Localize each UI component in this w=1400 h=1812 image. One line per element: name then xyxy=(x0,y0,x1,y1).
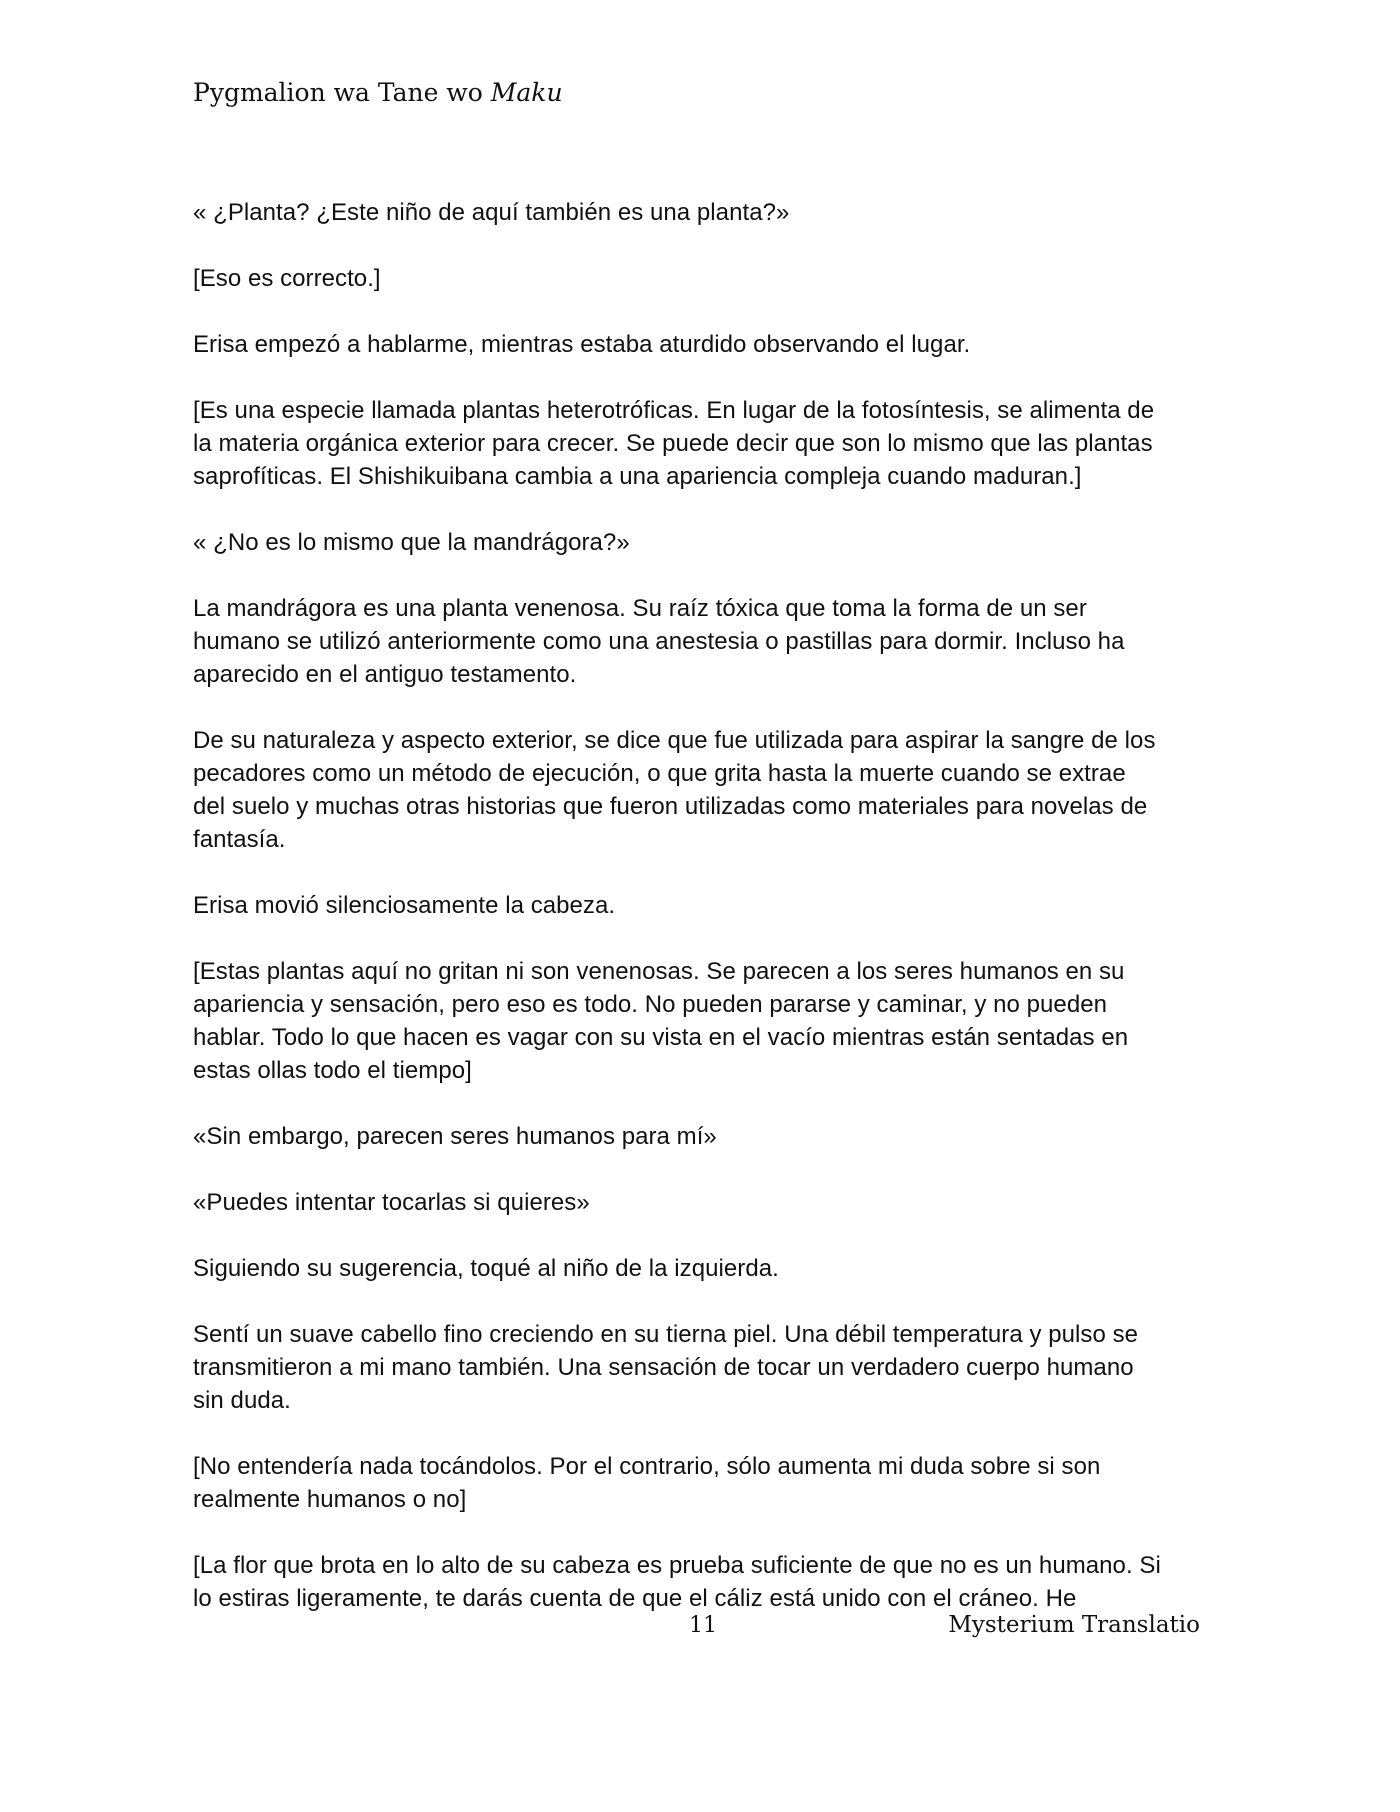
header-title-prefix: Pygmalion wa Tane wo xyxy=(193,78,483,107)
text-line: estas ollas todo el tiempo] xyxy=(193,1057,472,1084)
text-line: Siguiendo su sugerencia, toqué al niño de la izquierda. xyxy=(193,1255,779,1282)
body-text xyxy=(193,196,1213,1648)
paragraph xyxy=(193,1120,1213,1153)
text-line: apariencia y sensación, pero eso es todo. No pueden pararse y caminar, y no pueden xyxy=(193,991,1108,1018)
text-line: aparecido en el antiguo testamento. xyxy=(193,661,577,688)
paragraph xyxy=(193,328,1213,361)
paragraph xyxy=(193,724,1213,856)
text-line: «Sin embargo, parecen seres humanos para mí» xyxy=(193,1123,717,1150)
text-line: pecadores como un método de ejecución, o que grita hasta la muerte cuando se extrae xyxy=(193,760,1126,787)
text-line: transmitieron a mi mano también. Una sensación de tocar un verdadero cuerpo humano xyxy=(193,1354,1134,1381)
text-line: Erisa movió silenciosamente la cabeza. xyxy=(193,892,616,919)
text-line: del suelo y muchas otras historias que fueron utilizadas como materiales para novelas de xyxy=(193,793,1148,820)
paragraph xyxy=(193,262,1213,295)
text-line: realmente humanos o no] xyxy=(193,1486,467,1513)
paragraph xyxy=(193,592,1213,691)
text-line: La mandrágora es una planta venenosa. Su raíz tóxica que toma la forma de un ser xyxy=(193,595,1087,622)
text-line: [Estas plantas aquí no gritan ni son venenosas. Se parecen a los seres humanos en su xyxy=(193,958,1125,985)
paragraph xyxy=(193,394,1213,493)
text-line: «Puedes intentar tocarlas si quieres» xyxy=(193,1189,590,1216)
running-header xyxy=(193,78,563,107)
paragraph xyxy=(193,1318,1213,1417)
text-line: De su naturaleza y aspecto exterior, se dice que fue utilizada para aspirar la sangre de los xyxy=(193,727,1156,754)
text-line: saprofíticas. El Shishikuibana cambia a una apariencia compleja cuando maduran.] xyxy=(193,463,1082,490)
text-line: Erisa empezó a hablarme, mientras estaba aturdido observando el lugar. xyxy=(193,331,971,358)
text-line: lo estiras ligeramente, te darás cuenta de que el cáliz está unido con el cráneo. He xyxy=(193,1585,1077,1612)
paragraph xyxy=(193,1252,1213,1285)
paragraph xyxy=(193,889,1213,922)
text-line: [No entendería nada tocándolos. Por el contrario, sólo aumenta mi duda sobre si son xyxy=(193,1453,1101,1480)
text-line: humano se utilizó anteriormente como una anestesia o pastillas para dormir. Incluso ha xyxy=(193,628,1125,655)
paragraph xyxy=(193,1186,1213,1219)
text-line: [Eso es correcto.] xyxy=(193,265,381,292)
text-line: la materia orgánica exterior para crecer. Se puede decir que son lo mismo que las plantas xyxy=(193,430,1153,457)
paragraph xyxy=(193,196,1213,229)
text-line: « ¿Planta? ¿Este niño de aquí también es una planta?» xyxy=(193,199,790,226)
text-line: Sentí un suave cabello fino creciendo en su tierna piel. Una débil temperatura y pulso se xyxy=(193,1321,1139,1348)
paragraph xyxy=(193,1450,1213,1516)
translator-credit: Mysterium Translatio xyxy=(948,1612,1200,1638)
text-line: « ¿No es lo mismo que la mandrágora?» xyxy=(193,529,630,556)
page-number: 11 xyxy=(689,1613,717,1638)
header-title-emphasis: Maku xyxy=(490,78,563,107)
text-line: fantasía. xyxy=(193,826,286,853)
paragraph xyxy=(193,955,1213,1087)
paragraph xyxy=(193,1549,1213,1615)
paragraph xyxy=(193,526,1213,559)
text-line: [Es una especie llamada plantas heterotróficas. En lugar de la fotosíntesis, se alimenta de xyxy=(193,397,1155,424)
text-line: sin duda. xyxy=(193,1387,291,1414)
text-line: [La flor que brota en lo alto de su cabeza es prueba suficiente de que no es un humano. Si xyxy=(193,1552,1161,1579)
text-line: hablar. Todo lo que hacen es vagar con su vista en el vacío mientras están sentadas en xyxy=(193,1024,1129,1051)
